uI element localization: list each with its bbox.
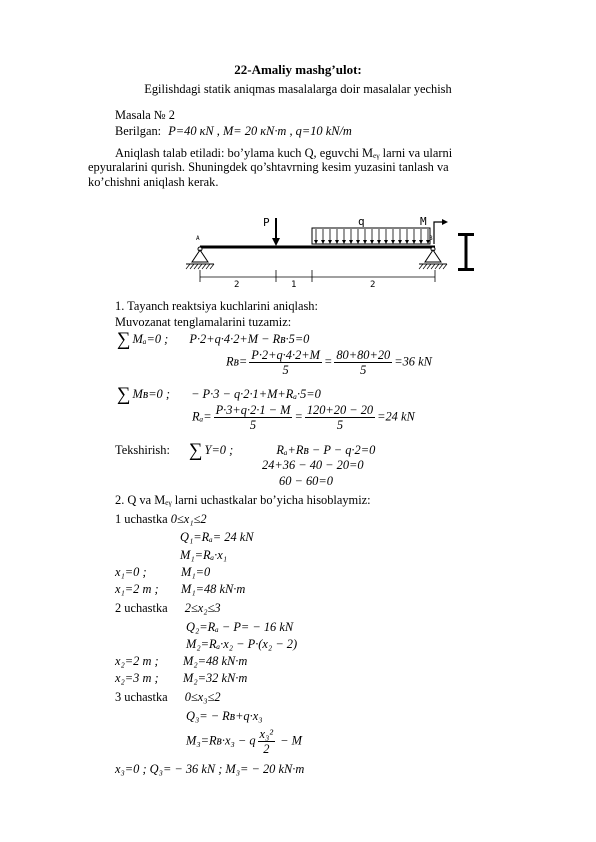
equation-ra: Rₐ= $\frac{P\cdot 3+q\cdot 2\cdot 1 - M}{5}$ = $\frac{120+20 - 20}{5}$ =24 kN bbox=[192, 403, 415, 433]
sum-symbol: ∑ bbox=[117, 329, 131, 350]
dim-label-1: 2 bbox=[234, 280, 240, 290]
given-values: P=40 кN , M= 20 кN·m , q=10 kN/m bbox=[168, 124, 352, 138]
section1-point-a: x₁=0 ; M₁=0 bbox=[115, 565, 211, 579]
support-b bbox=[419, 247, 447, 269]
task-line-3: ko’chishni aniqlash kerak. bbox=[88, 174, 219, 189]
section2-q: Q₂=Rₐ − P= − 16 kN bbox=[186, 620, 294, 634]
equation-sum-mb: ∑ Mʙ=0 ; − P·3 − q·2·1+M+Rₐ·5=0 bbox=[117, 384, 321, 405]
beam-diagram bbox=[180, 210, 480, 290]
distributed-load bbox=[312, 228, 430, 244]
force-p-arrow bbox=[272, 218, 280, 246]
given-line bbox=[115, 124, 352, 138]
section1-label: 1 uchastka 0≤x₁≤2 bbox=[115, 512, 207, 526]
moment-arrow bbox=[434, 219, 448, 244]
label-p: P bbox=[263, 216, 270, 229]
given-label: Berilgan: bbox=[115, 124, 162, 138]
section3-m: M₃=Rʙ·x₃ − q $\frac{\text{x₃²}}{2}$ − M bbox=[186, 727, 302, 757]
sum-symbol: ∑ bbox=[189, 440, 203, 461]
page-subtitle: Egilishdagi statik aniqmas masalalarga doir masalalar yechish bbox=[144, 82, 452, 96]
section1-point-b: x₁=2 m ; M₁=48 kN·m bbox=[115, 582, 246, 596]
step1-subheading: Muvozanat tenglamalarini tuzamiz: bbox=[115, 315, 292, 329]
equation-rb: Rʙ= $\frac{P\cdot 2+q\cdot 4\cdot 2+M}{5}$ = $\frac{80+80+20}{5}$ =36 kN bbox=[226, 348, 432, 378]
equation-sum-ma: ∑ Mₐ=0 ; P·2+q·4·2+M − Rʙ·5=0 bbox=[117, 329, 310, 350]
check-line-2: 24+36 − 40 − 20=0 bbox=[262, 458, 364, 472]
support-a bbox=[186, 247, 214, 269]
task-text bbox=[88, 146, 558, 189]
task-line-2: epyuralarini qurish. Shuningdek qo’shtavrning kesim yuzasini tanlash va bbox=[88, 160, 449, 175]
label-q: q bbox=[358, 215, 365, 228]
section2-m: M₂=Rₐ·x₂ − P·(x₂ − 2) bbox=[186, 637, 298, 651]
task-line-1: Aniqlash talab etiladi: bo’ylama kuch Q, eguvchi Mₑᵧ larni va ularni bbox=[115, 146, 453, 160]
section3-label: 3 uchastka 0≤x₃≤2 bbox=[115, 690, 221, 704]
problem-number: Masala № 2 bbox=[115, 108, 175, 122]
dim-label-2: 1 bbox=[291, 280, 297, 290]
check-line: Tekshirish: ∑ Y=0 ; Rₐ+Rʙ − P − q·2=0 bbox=[115, 440, 376, 461]
section1-m: M₁=Rₐ·x₁ bbox=[180, 548, 228, 562]
section3-values: x₃=0 ; Q₃= − 36 kN ; M₃= − 20 kN·m bbox=[115, 762, 305, 776]
i-beam-section-icon bbox=[458, 232, 474, 272]
label-a: A bbox=[196, 235, 200, 242]
sum-symbol: ∑ bbox=[117, 384, 131, 405]
check-label: Tekshirish: bbox=[115, 443, 170, 457]
section1-q: Q₁=Rₐ= 24 kN bbox=[180, 530, 254, 544]
label-m: M bbox=[420, 215, 427, 228]
check-line-3: 60 − 60=0 bbox=[279, 474, 333, 488]
step1-heading: 1. Tayanch reaktsiya kuchlarini aniqlash: bbox=[115, 299, 318, 313]
step2-heading: 2. Q va Mₑᵧ larni uchastkalar bo’yicha hisoblaymiz: bbox=[115, 493, 371, 507]
label-b: B bbox=[429, 235, 433, 242]
page-title: 22-Amaliy mashg’ulot: bbox=[234, 62, 362, 77]
section3-q: Q₃= − Rʙ+q·x₃ bbox=[186, 709, 263, 723]
section2-point-b: x₂=3 m ; M₂=32 kN·m bbox=[115, 671, 248, 685]
section2-label: 2 uchastka 2≤x₂≤3 bbox=[115, 601, 221, 615]
section2-point-a: x₂=2 m ; M₂=48 kN·m bbox=[115, 654, 248, 668]
dim-label-3: 2 bbox=[370, 280, 376, 290]
